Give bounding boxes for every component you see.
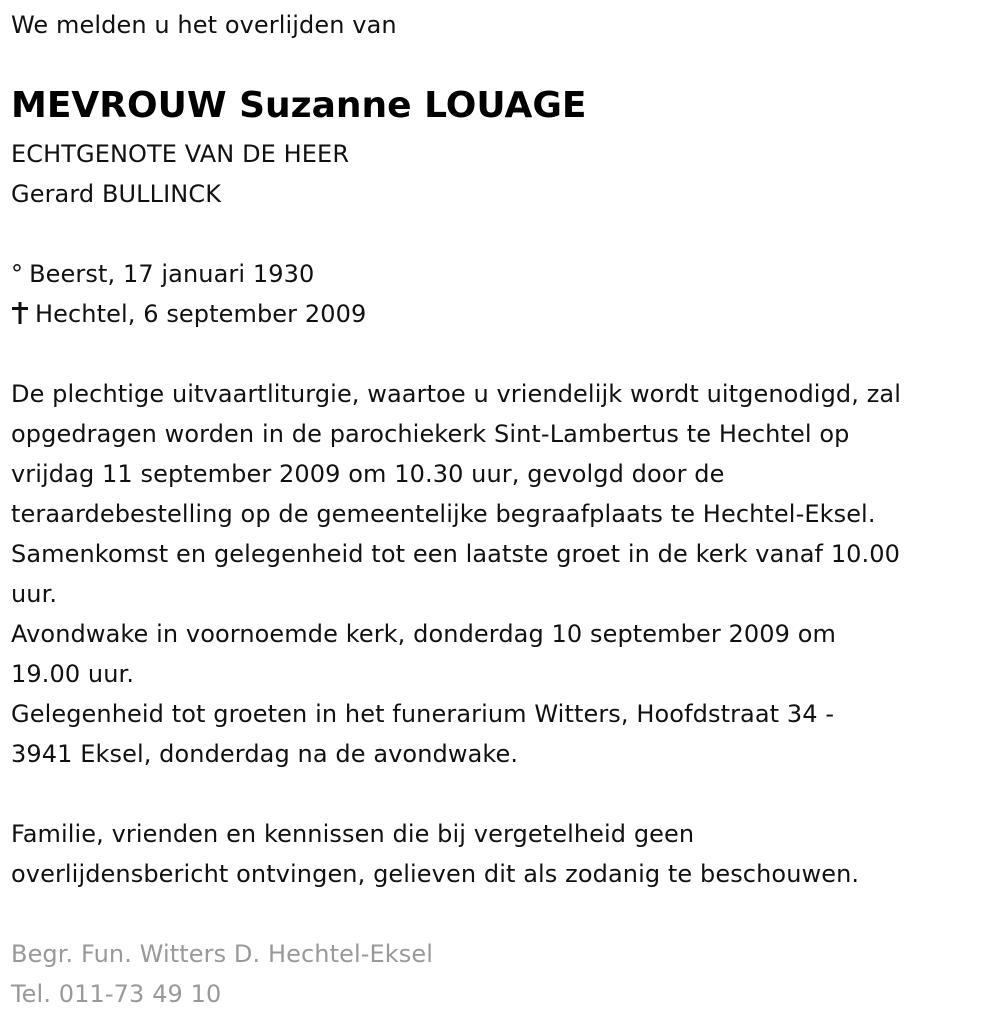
closing-note [11,814,859,894]
funeral-home-phone: Tel. 011-73 49 10 [11,980,222,1008]
funeral-line: opgedragen worden in de parochiekerk Sint-Lambertus te Hechtel op [11,420,850,448]
funeral-details [11,374,901,774]
closing-line: overlijdensbericht ontvingen, gelieven dit als zodanig te beschouwen. [11,860,860,888]
closing-line: Familie, vrienden en kennissen die bij vergetelheid geen [11,820,695,848]
funeral-home-name: Begr. Fun. Witters D. Hechtel-Eksel [11,940,433,968]
birth-line [11,254,366,294]
dates-block [11,254,366,334]
spouse-name: Gerard BULLINCK [11,180,222,208]
death-text: Hechtel, 6 september 2009 [35,300,367,328]
funeral-line: uur. [11,580,58,608]
birth-text: Beerst, 17 januari 1930 [29,260,315,288]
footer-block [11,934,433,1014]
intro-text: We melden u het overlijden van [11,11,397,39]
death-line [11,294,366,334]
funeral-line: teraardebestelling op de gemeentelijke begraafplaats te Hechtel-Eksel. [11,500,876,528]
funeral-line: Samenkomst en gelegenheid tot een laatste groet in de kerk vanaf 10.00 [11,540,901,568]
spouse-title: ECHTGENOTE VAN DE HEER [11,140,350,168]
deceased-name: MEVROUW Suzanne LOUAGE [11,85,587,126]
funeral-line: Avondwake in voornoemde kerk, donderdag 10 september 2009 om [11,620,837,648]
funeral-line: De plechtige uitvaartliturgie, waartoe u vriendelijk wordt uitgenodigd, zal [11,380,901,408]
funeral-line: vrijdag 11 september 2009 om 10.30 uur, gevolgd door de [11,460,725,488]
birth-symbol: ° [11,260,24,288]
funeral-line: 3941 Eksel, donderdag na de avondwake. [11,740,519,768]
funeral-line: Gelegenheid tot groeten in het funerarium Witters, Hoofdstraat 34 - [11,700,835,728]
funeral-line: 19.00 uur. [11,660,135,688]
spouse-block [11,134,349,214]
cross-icon [11,301,29,325]
